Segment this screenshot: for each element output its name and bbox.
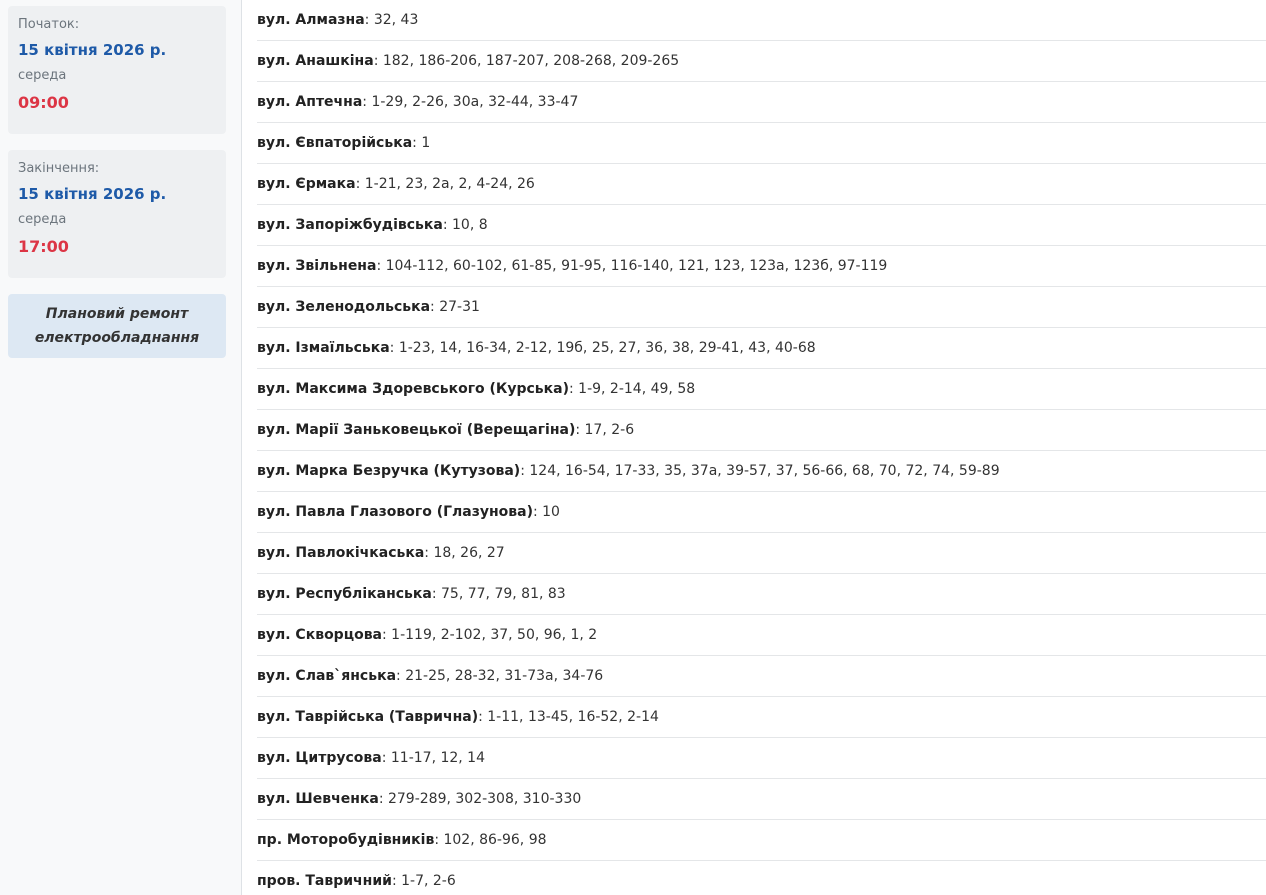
street-row [257, 82, 1266, 123]
house-numbers: : 102, 86-96, 98 [434, 832, 547, 848]
street-name: вул. Зеленодольська [257, 299, 431, 315]
start-card [8, 6, 226, 134]
end-date: 15 квітня 2026 р. [18, 185, 167, 203]
street-row [257, 41, 1266, 82]
street-name: вул. Павла Глазового (Глазунова) [257, 504, 533, 520]
house-numbers: : 21-25, 28-32, 31-73а, 34-76 [396, 668, 604, 684]
street-row [257, 615, 1266, 656]
street-name: вул. Євпаторійська [257, 135, 413, 151]
street-row [257, 328, 1266, 369]
start-date: 15 квітня 2026 р. [18, 41, 167, 59]
street-name: вул. Аптечна [257, 94, 363, 110]
street-row [257, 205, 1266, 246]
street-row [257, 738, 1266, 779]
street-name: пров. Тавричний [257, 873, 392, 889]
street-row [257, 287, 1266, 328]
house-numbers: : 32, 43 [364, 12, 419, 28]
house-numbers: : 1-21, 23, 2а, 2, 4-24, 26 [355, 176, 535, 192]
start-time: 09:00 [18, 93, 69, 112]
street-name: вул. Слав`янська [257, 668, 397, 684]
street-name: вул. Єрмака [257, 176, 356, 192]
house-numbers: : 1-29, 2-26, 30а, 32-44, 33-47 [362, 94, 579, 110]
street-name: вул. Шевченка [257, 791, 379, 807]
house-numbers: : 75, 77, 79, 81, 83 [431, 586, 566, 602]
street-name: вул. Максима Здоревського (Курська) [257, 381, 569, 397]
street-row [257, 0, 1266, 41]
street-name: пр. Моторобудівників [257, 832, 435, 848]
house-numbers: : 10 [532, 504, 560, 520]
house-numbers: : 124, 16-54, 17-33, 35, 37а, 39-57, 37, 56-66, 68, 70, 72, 74, 59-89 [520, 463, 1000, 479]
start-weekday: середа [18, 68, 67, 83]
house-numbers: : 10, 8 [442, 217, 488, 233]
house-numbers: : 1-119, 2-102, 37, 50, 96, 1, 2 [382, 627, 598, 643]
outage-reason: Плановий ремонт електрообладнання [8, 294, 226, 358]
street-name: вул. Республіканська [257, 586, 432, 602]
street-name: вул. Запоріжбудівська [257, 217, 443, 233]
house-numbers: : 17, 2-6 [575, 422, 635, 438]
house-numbers: : 182, 186-206, 187-207, 208-268, 209-265 [373, 53, 680, 69]
house-numbers: : 104-112, 60-102, 61-85, 91-95, 116-140, 121, 123, 123а, 123б, 97-119 [376, 258, 888, 274]
street-row [257, 656, 1266, 697]
start-label: Початок: [18, 17, 80, 32]
street-row [257, 697, 1266, 738]
street-name: вул. Анашкіна [257, 53, 374, 69]
street-name: вул. Ізмаїльська [257, 340, 390, 356]
street-name: вул. Алмазна [257, 12, 365, 28]
street-name: вул. Скворцова [257, 627, 383, 643]
street-name: вул. Марії Заньковецької (Верещагіна) [257, 422, 576, 438]
house-numbers: : 27-31 [430, 299, 480, 315]
street-name: вул. Марка Безручка (Кутузова) [257, 463, 521, 479]
street-row [257, 451, 1266, 492]
street-name: вул. Звільнена [257, 258, 377, 274]
street-row [257, 246, 1266, 287]
street-name: вул. Таврійська (Таврична) [257, 709, 479, 725]
street-row [257, 123, 1266, 164]
end-time: 17:00 [18, 237, 69, 256]
house-numbers: : 18, 26, 27 [424, 545, 505, 561]
street-row [257, 533, 1266, 574]
end-card [8, 150, 226, 278]
street-row [257, 492, 1266, 533]
street-row [257, 861, 1266, 895]
street-row [257, 410, 1266, 451]
outage-sidebar [0, 0, 242, 895]
street-row [257, 574, 1266, 615]
house-numbers: : 1-11, 13-45, 16-52, 2-14 [478, 709, 659, 725]
street-row [257, 820, 1266, 861]
house-numbers: : 1 [412, 135, 431, 151]
street-name: вул. Цитрусова [257, 750, 382, 766]
street-list [242, 0, 1266, 895]
house-numbers: : 279-289, 302-308, 310-330 [378, 791, 582, 807]
street-row [257, 369, 1266, 410]
end-label: Закінчення: [18, 161, 100, 176]
house-numbers: : 11-17, 12, 14 [381, 750, 485, 766]
house-numbers: : 1-7, 2-6 [391, 873, 456, 889]
street-name: вул. Павлокічкаська [257, 545, 425, 561]
house-numbers: : 1-9, 2-14, 49, 58 [569, 381, 696, 397]
street-row [257, 164, 1266, 205]
end-weekday: середа [18, 212, 67, 227]
house-numbers: : 1-23, 14, 16-34, 2-12, 19б, 25, 27, 36, 38, 29-41, 43, 40-68 [389, 340, 816, 356]
street-row [257, 779, 1266, 820]
